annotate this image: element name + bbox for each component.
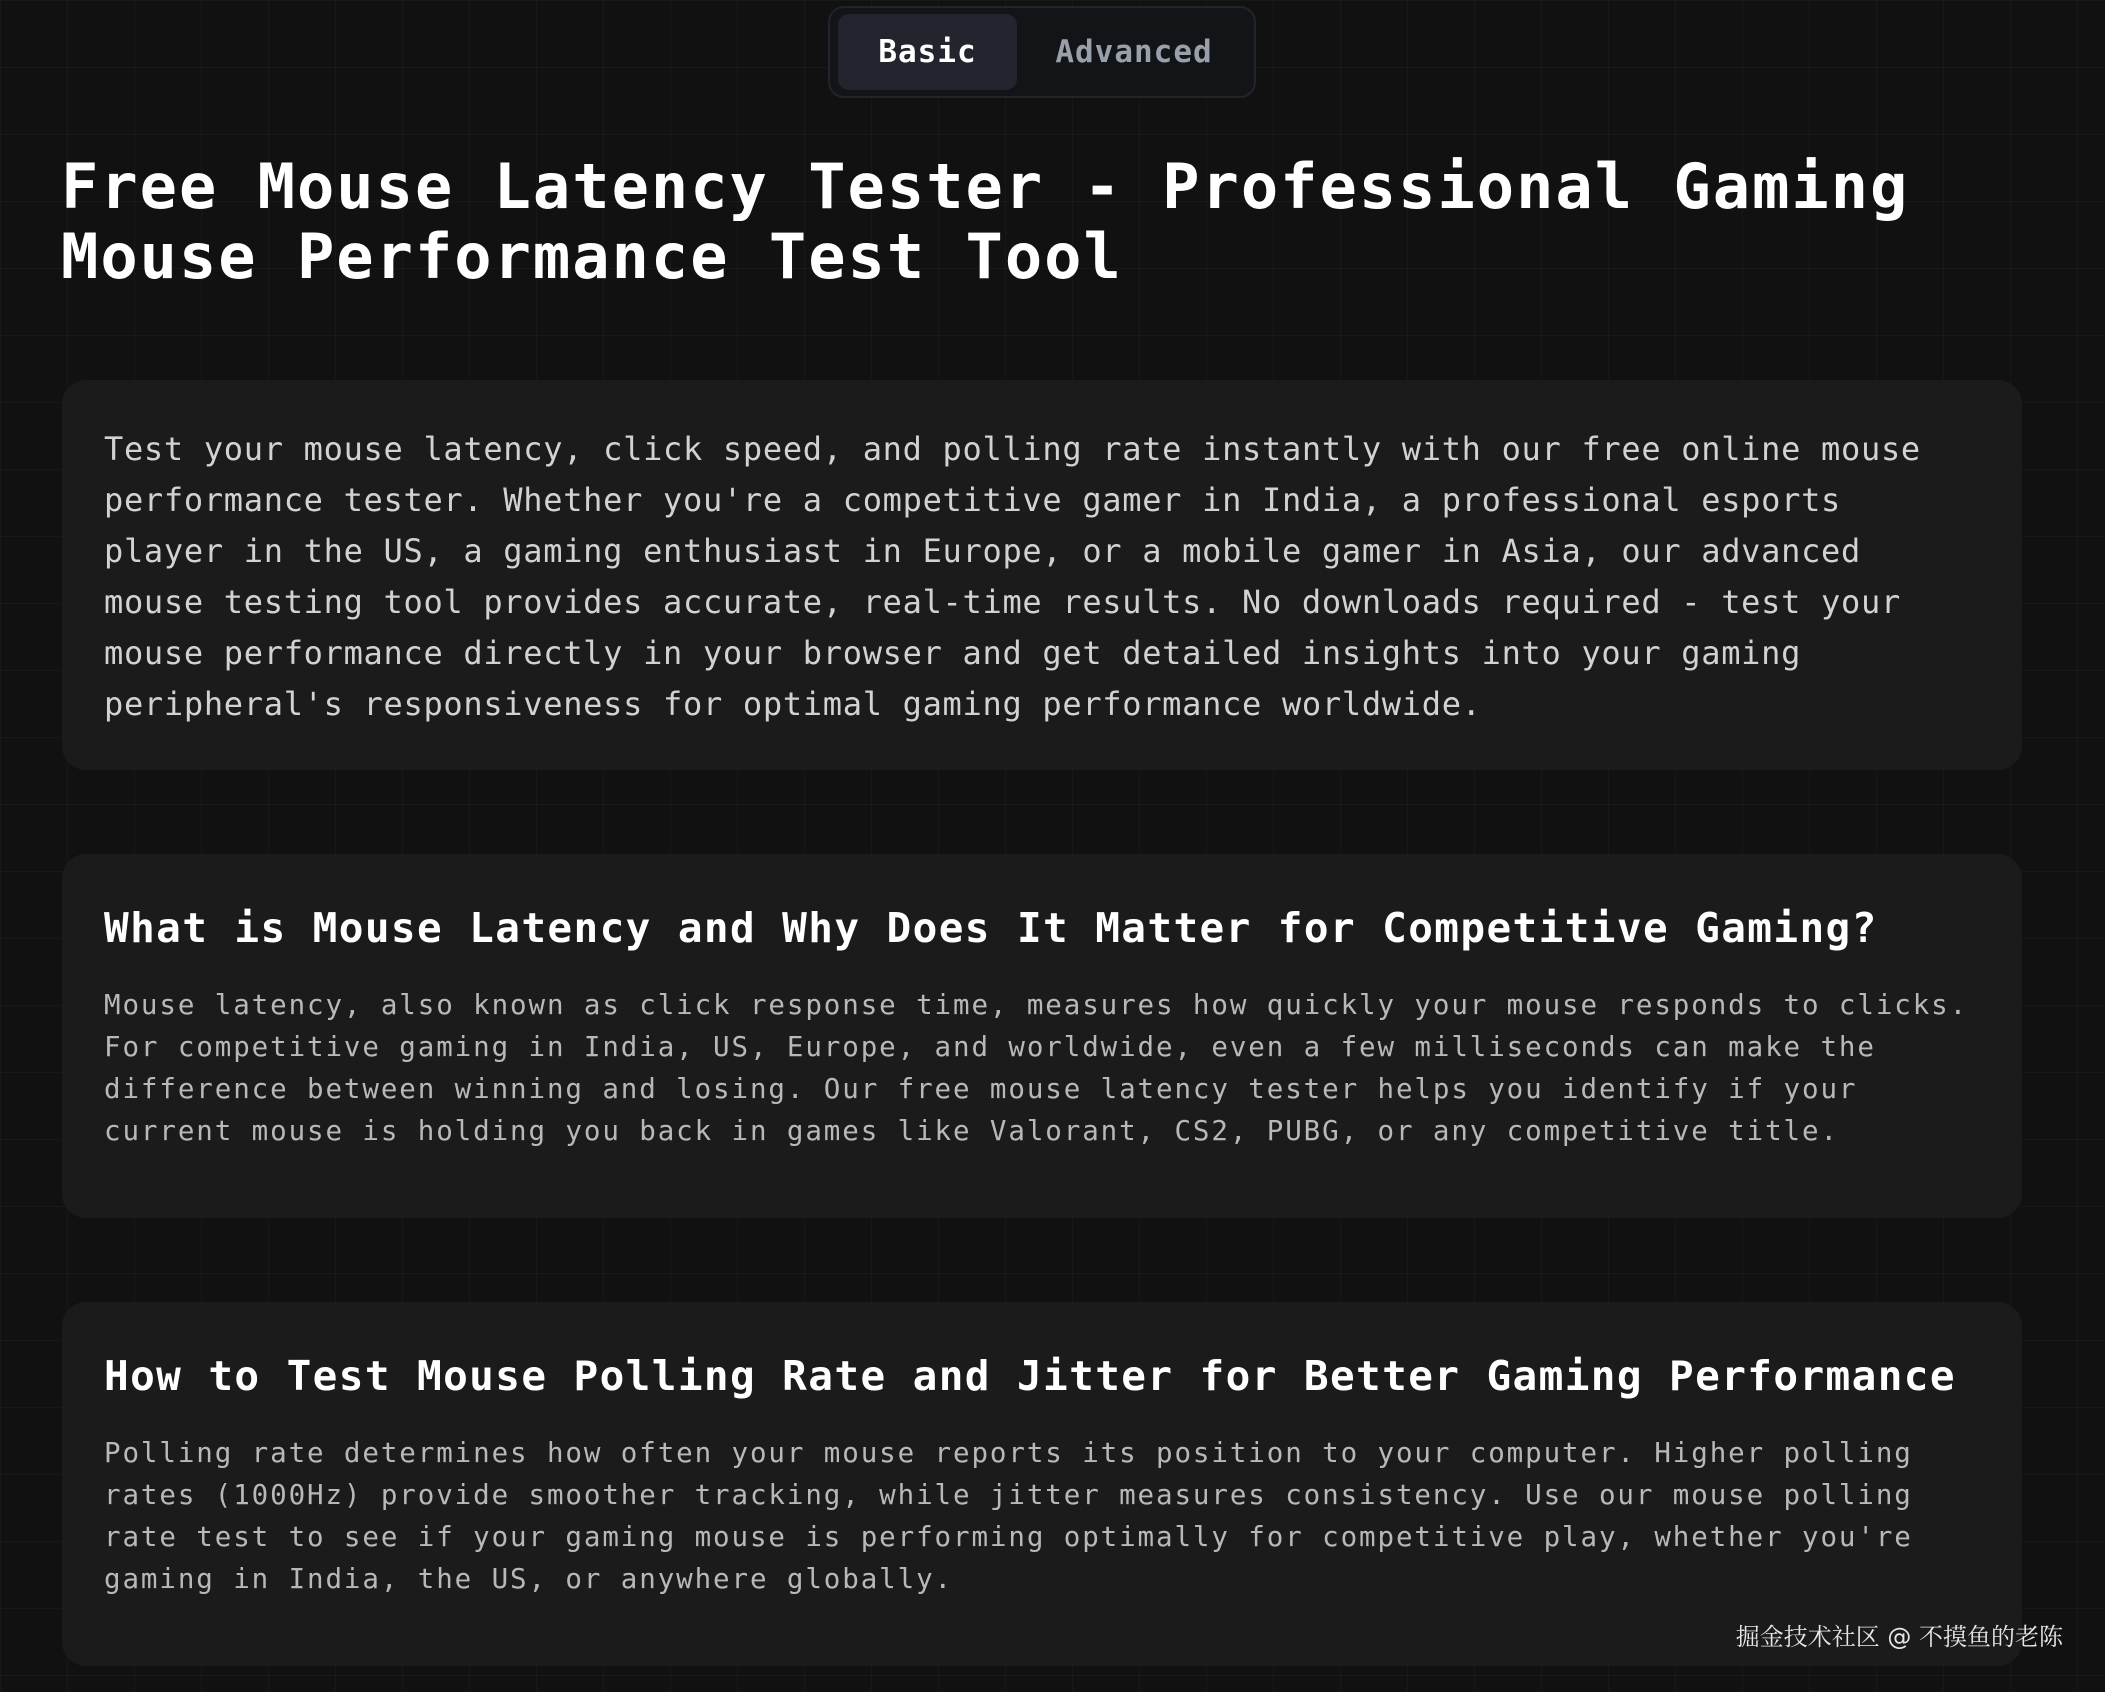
intro-card (62, 380, 2022, 770)
section-body: Polling rate determines how often your mouse reports its position to your computer. Higher polling rates (1000Hz) provide smoother tracking, while jitter measures consistency. Use our mouse polling rate test to see if your gaming mouse is performing optimally for competitive play, whether you're gaming in India, the US, or anywhere globally. (104, 1437, 1913, 1595)
watermark-text: 掘金技术社区 @ 不摸鱼的老陈 (1735, 1623, 2063, 1651)
page-title: Free Mouse Latency Tester - Professional Gaming Mouse Performance Test Tool (61, 150, 1910, 293)
section-heading: What is Mouse Latency and Why Does It Matter for Competitive Gaming? (104, 904, 1878, 952)
tab-advanced[interactable]: Advanced (1055, 34, 1213, 70)
section-heading: How to Test Mouse Polling Rate and Jitter for Better Gaming Performance (104, 1352, 1956, 1400)
section-card-mouse-latency (62, 854, 2022, 1218)
mode-tab-switcher (828, 6, 1256, 98)
section-body: Mouse latency, also known as click response time, measures how quickly your mouse responds to clicks. For competitive gaming in India, US, Europe, and worldwide, even a few milliseconds can make the difference between winning and losing. Our free mouse latency tester helps you identify if your current mouse is holding you back in games like Valorant, CS2, PUBG, or any competitive title. (104, 989, 1969, 1147)
tab-basic[interactable]: Basic (838, 14, 1017, 90)
section-card-polling-rate (62, 1302, 2022, 1666)
intro-text: Test your mouse latency, click speed, and polling rate instantly with our free online mouse performance tester. Whether you're a competitive gamer in India, a professional esports player in the US, a gaming enthusiast in Europe, or a mobile gamer in Asia, our advanced mouse testing tool provides accurate, real-time results. No downloads required - test your mouse performance directly in your browser and get detailed insights into your gaming peripheral's responsiveness for optimal gaming performance worldwide. (104, 430, 1921, 723)
